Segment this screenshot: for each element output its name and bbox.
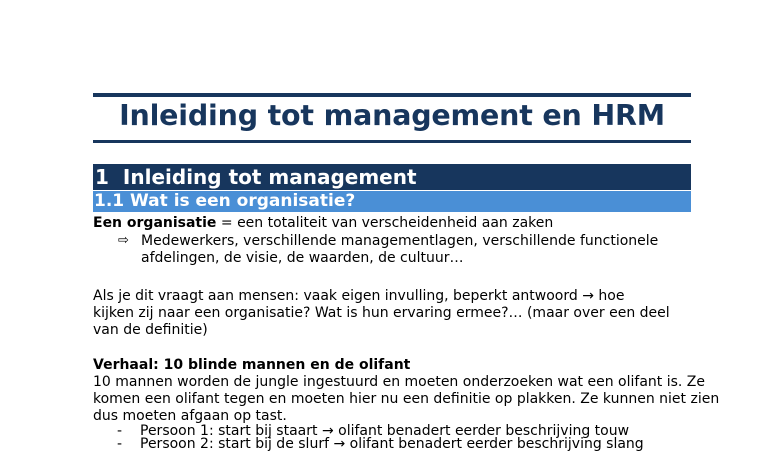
heading-2 [93,191,691,212]
bullet-line-1: Medewerkers, verschillende managementlagen, verschillende functionele [141,233,659,249]
heading-1 [93,164,691,190]
list-dash: - [117,436,123,452]
list-item: Persoon 1: start bij staart → olifant benadert eerder beschrijving touw [140,423,630,439]
title-rule-top [93,93,691,97]
definition-rest: = een totaliteit van verscheidenheid aan zaken [216,215,554,231]
paragraph-2-line-3: dus moeten afgaan op tast. [93,408,287,424]
paragraph-1-line-2: kijken zij naar een organisatie? Wat is hun ervaring ermee?… (maar over een deel [93,305,670,321]
definition-term: Een organisatie [93,215,217,231]
title-rule-bottom [93,140,691,143]
list-dash: - [117,423,123,439]
bullet-line-2: afdelingen, de visie, de waarden, de cultuur… [141,250,464,266]
paragraph-2-line-1: 10 mannen worden de jungle ingestuurd en moeten onderzoeken wat een olifant is. Ze [93,374,705,390]
document-title: Inleiding tot management en HRM [119,99,665,132]
paragraph-1-line-1: Als je dit vraagt aan mensen: vaak eigen invulling, beperkt antwoord → hoe [93,288,625,304]
arrow-bullet-icon: ⇨ [118,233,129,248]
heading-1-text: Inleiding tot management [122,165,417,189]
paragraph-2-line-2: komen een olifant tegen en moeten hier nu een definitie op plakken. Ze kunnen niet zien [93,391,720,407]
story-heading: Verhaal: 10 blinde mannen en de olifant [93,357,411,373]
list-item: Persoon 2: start bij de slurf → olifant benadert eerder beschrijving slang [140,436,644,452]
definition-line [93,215,553,231]
heading-2-text: 1.1 Wat is een organisatie? [94,191,356,211]
heading-1-number: 1 [95,165,109,189]
paragraph-1-line-3: van de definitie) [93,322,208,338]
